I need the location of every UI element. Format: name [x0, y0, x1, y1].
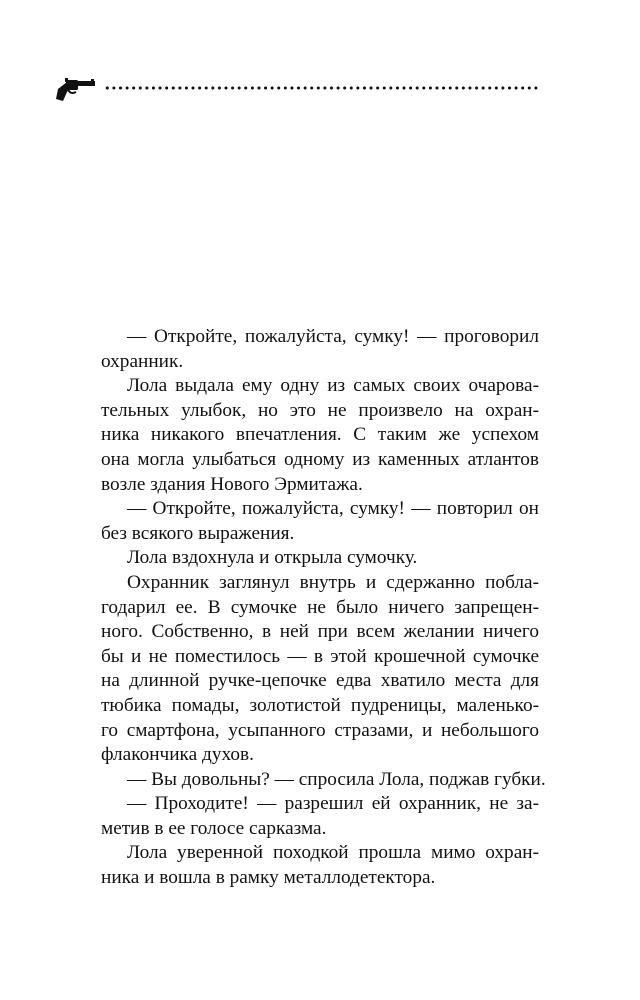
text-line: охранник. — [101, 350, 184, 372]
paragraph — [101, 768, 546, 793]
text-line: — Откройте, пожалуйста, сумку! — повторил он — [127, 498, 539, 520]
text-line: флакончика духов. — [101, 744, 254, 766]
text-line: — Проходите! — разрешил ей охранник, не за- — [127, 793, 539, 815]
paragraph — [101, 571, 539, 768]
paragraph — [101, 546, 539, 571]
text-line: она могла улыбаться одному из каменных атлантов — [101, 448, 539, 470]
paragraph — [101, 374, 539, 497]
page-header — [56, 74, 546, 104]
text-line: го смартфона, усыпанного стразами, и небольшого — [101, 719, 539, 741]
text-line: — Откройте, пожалуйста, сумку! — проговорил — [127, 326, 539, 347]
text-line: без всякого выражения. — [101, 522, 295, 544]
text-line: тюбика помады, золотистой пудреницы, маленько- — [101, 694, 539, 716]
text-line: метив в ее голосе сарказма. — [101, 817, 327, 839]
text-line: ника никакого впечатления. С таким же успехом — [101, 424, 539, 446]
text-line: Лола вздохнула и открыла сумочку. — [127, 547, 418, 569]
paragraph — [101, 497, 539, 546]
text-line: возле здания Нового Эрмитажа. — [101, 473, 363, 495]
paragraph — [101, 841, 539, 890]
text-line: годарил ее. В сумочке не было ничего запрещен- — [101, 596, 539, 618]
text-line: Охранник заглянул внутрь и сдержанно побла- — [127, 571, 539, 593]
text-line: на длинной ручке-цепочке едва хватило места для — [101, 670, 539, 692]
text-line: тельных улыбок, но это не произвело на охран- — [101, 399, 539, 421]
dot-leader — [104, 86, 540, 90]
body-text — [101, 325, 546, 891]
text-line: — Вы довольны? — спросила Лола, поджав губки. — [127, 768, 546, 790]
text-line: бы и не поместилось — в этой крошечной сумочке — [101, 645, 539, 667]
paragraph — [101, 792, 539, 841]
revolver-icon — [56, 78, 96, 102]
text-line: ника и вошла в рамку металлодетектора. — [101, 867, 436, 889]
text-line: Лола уверенной походкой прошла мимо охран- — [127, 842, 539, 864]
text-line: Лола выдала ему одну из самых своих очарова- — [127, 375, 539, 397]
text-line: ного. Собственно, в ней при всем желании ничего — [101, 621, 539, 643]
paragraph — [101, 325, 539, 374]
